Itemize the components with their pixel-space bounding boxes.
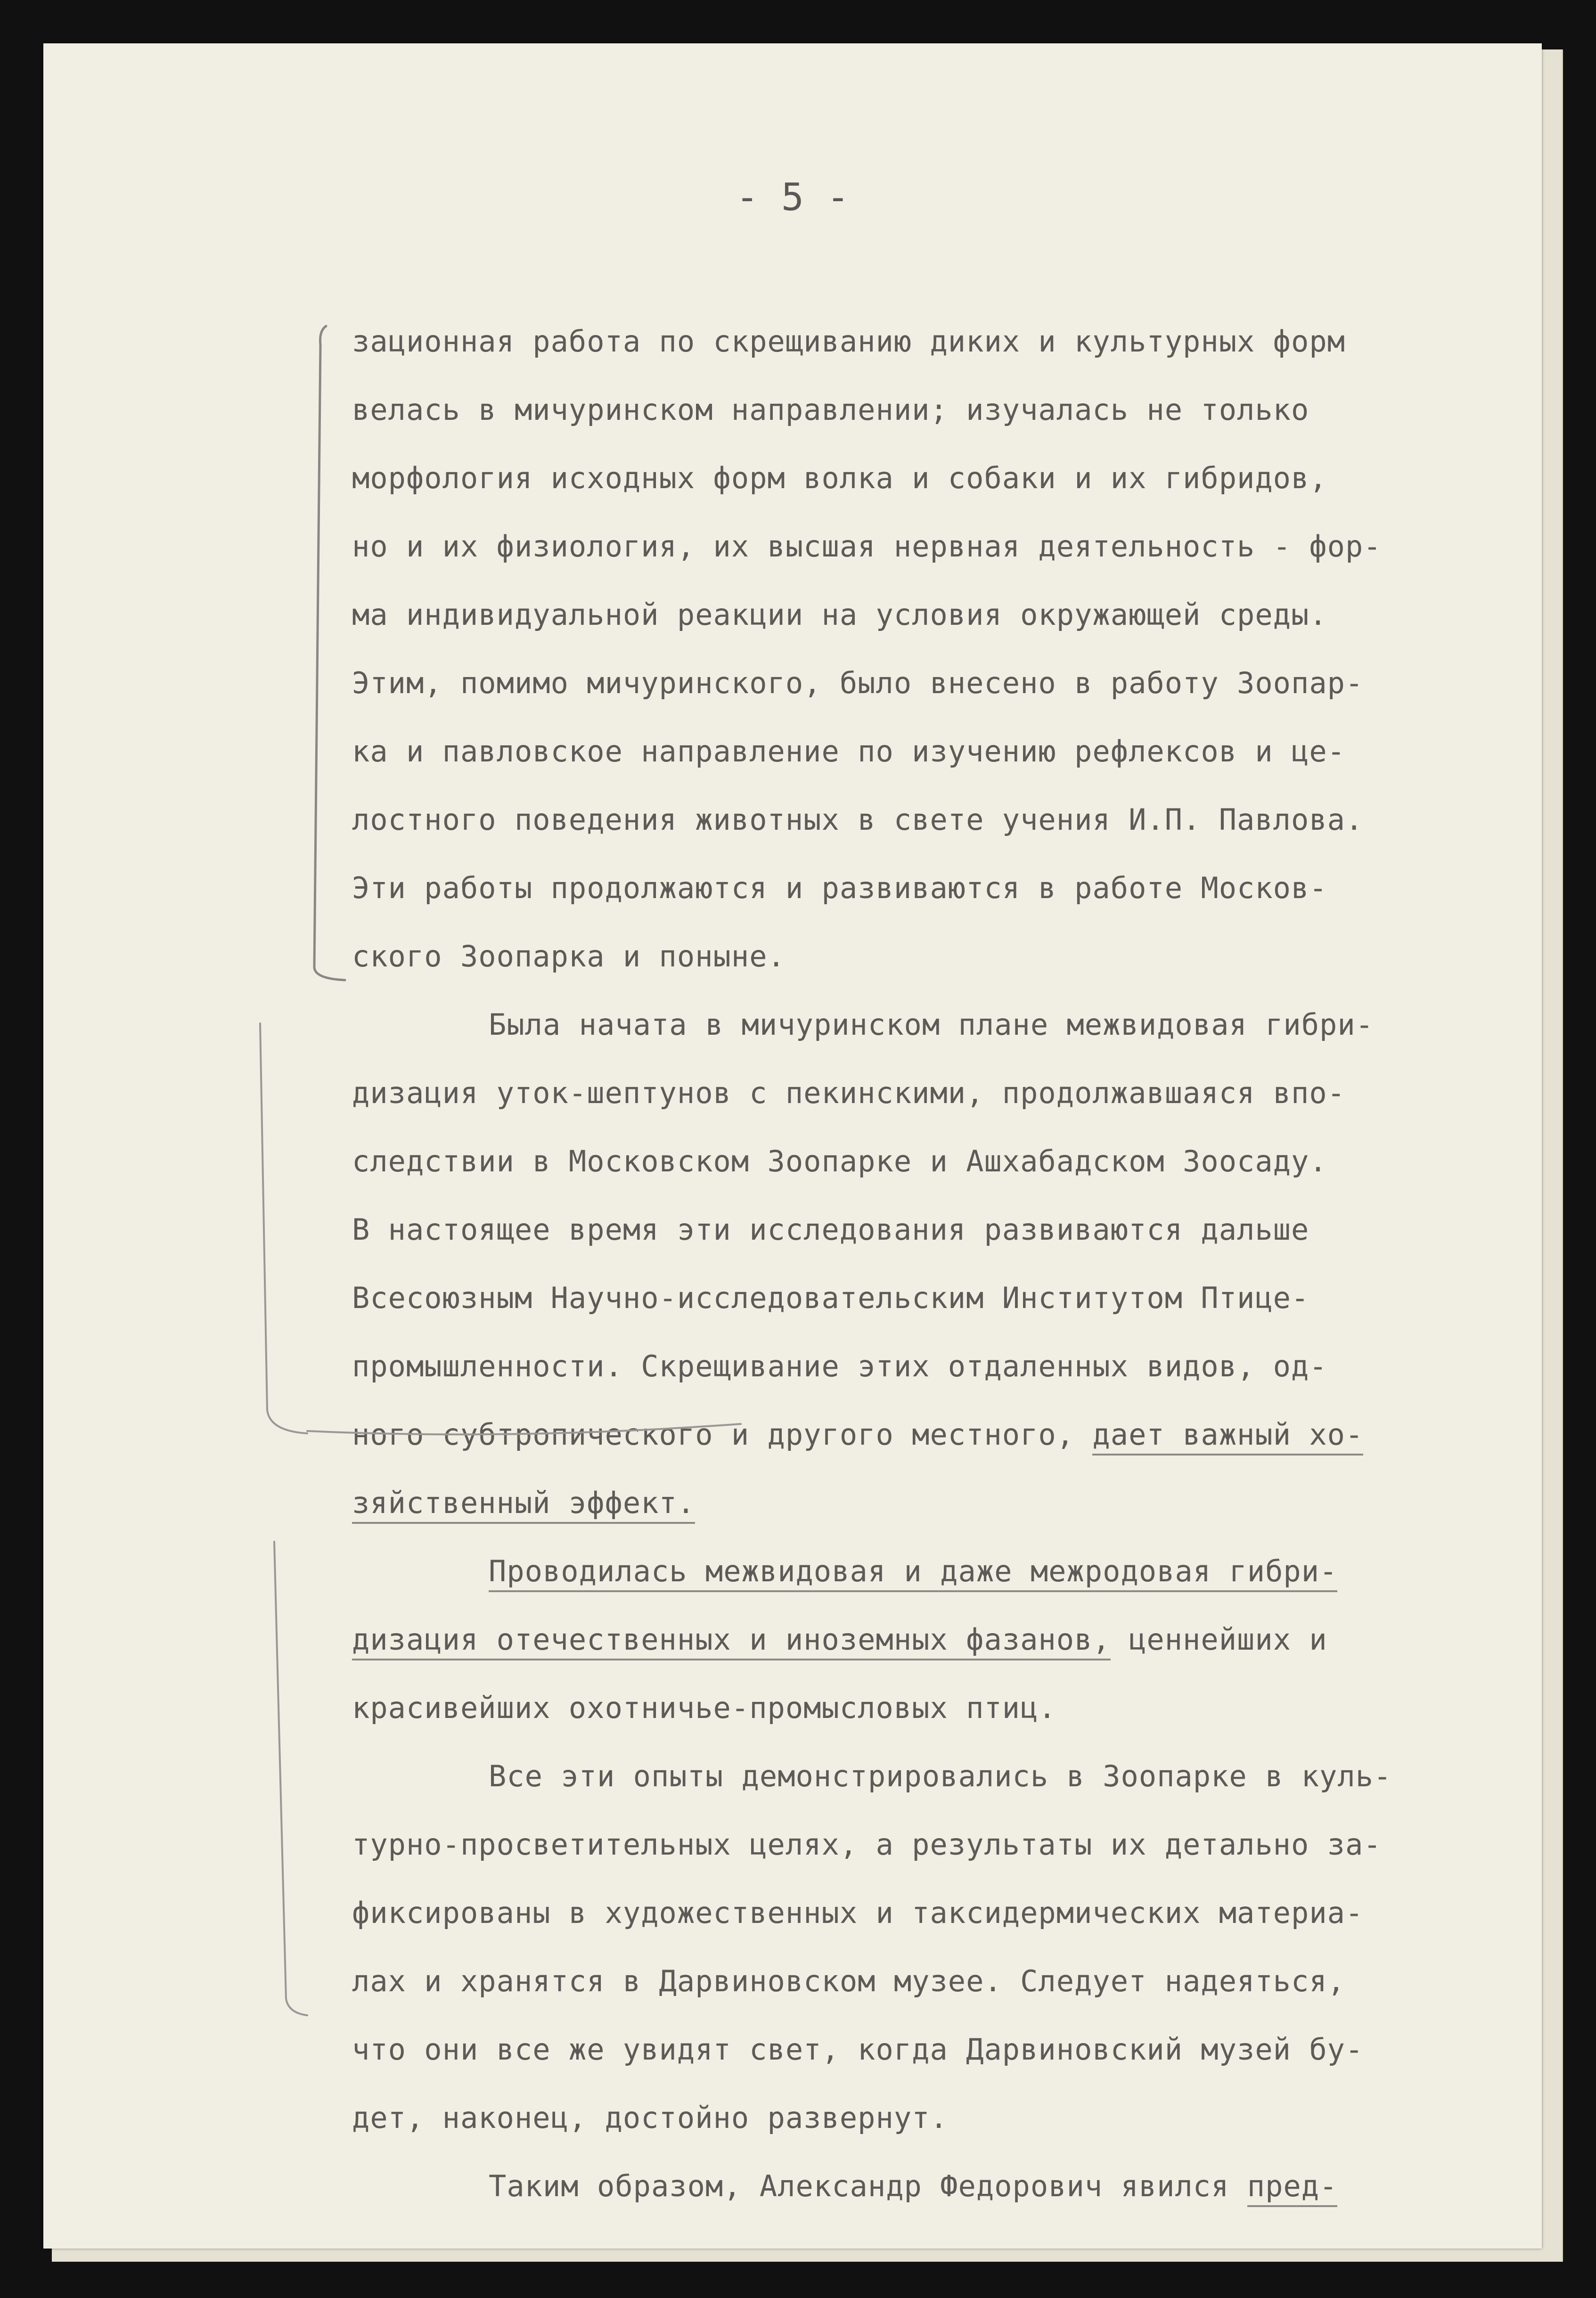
text-line: Все эти опыты демонстрировались в Зоопарке в куль- (489, 1759, 1392, 1793)
pencil-margin-marks (43, 43, 1542, 2249)
underlined-text: дизация отечественных и иноземных фазанов, (352, 1622, 1111, 1660)
text-line: промышленности. Скрещивание этих отдаленных видов, од- (352, 1349, 1327, 1383)
text-segment: ного субтропического и другого местного, (352, 1417, 1075, 1452)
text-line: фиксированы в художественных и таксидермических материа- (352, 1896, 1364, 1930)
text-line: дет, наконец, достойно развернут. (352, 2101, 948, 2135)
text-line: Была начата в мичуринском плане межвидовая гибри- (489, 1007, 1374, 1042)
text-line: Всесоюзным Научно-исследовательским Институтом Птице- (352, 1281, 1310, 1315)
pencil-bracket-3 (274, 1542, 307, 2015)
typewritten-page (43, 43, 1542, 2249)
text-line: Этим, помимо мичуринского, было внесено в работу Зоопар- (352, 666, 1364, 700)
pencil-bracket-2 (260, 1023, 307, 1433)
text-line: ка и павловское направление по изучению рефлексов и це- (352, 734, 1345, 769)
page-number: - 5 - (736, 175, 850, 219)
underlined-text: дает важный хо- (1092, 1417, 1363, 1456)
text-line: морфология исходных форм волка и собаки и их гибридов, (352, 461, 1327, 495)
text-line: турно-просветительных целях, а результаты их детально за- (352, 1827, 1382, 1862)
text-segment: Таким образом, Александр Федорович явился (489, 2169, 1229, 2203)
text-line: дизация уток-шептунов с пекинскими, продолжавшаяся впо- (352, 1076, 1345, 1110)
text-line: ма индивидуальной реакции на условия окружающей среды. (352, 597, 1327, 632)
underlined-text: зяйственный эффект. (352, 1486, 695, 1524)
text-line: красивейших охотничье-промысловых птиц. (352, 1691, 1056, 1725)
text-line: В настоящее время эти исследования развиваются дальше (352, 1212, 1310, 1247)
text-line: что они все же увидят свет, когда Дарвиновский музей бу- (352, 2032, 1364, 2067)
text-line: лах и хранятся в Дарвиновском музее. Следует надеяться, (352, 1964, 1345, 1998)
pencil-bracket-1 (314, 326, 345, 980)
text-line: лостного поведения животных в свете учения И.П. Павлова. (352, 802, 1364, 837)
underlined-text: Проводилась межвидовая и даже межродовая гибри- (489, 1554, 1337, 1592)
text-line: Эти работы продолжаются и развиваются в работе Москов- (352, 871, 1327, 905)
text-line: велась в мичуринском направлении; изучалась не только (352, 393, 1310, 427)
pencil-underline-1 (307, 1424, 741, 1434)
underlined-text: пред- (1247, 2169, 1338, 2207)
text-line: следствии в Московском Зоопарке и Ашхабадском Зоосаду. (352, 1144, 1327, 1178)
text-line: но и их физиология, их высшая нервная деятельность - фор- (352, 529, 1382, 564)
text-line: зационная работа по скрещиванию диких и культурных форм (352, 324, 1345, 359)
text-line: ского Зоопарка и поныне. (352, 939, 786, 973)
text-segment: ценнейших и (1129, 1622, 1327, 1657)
